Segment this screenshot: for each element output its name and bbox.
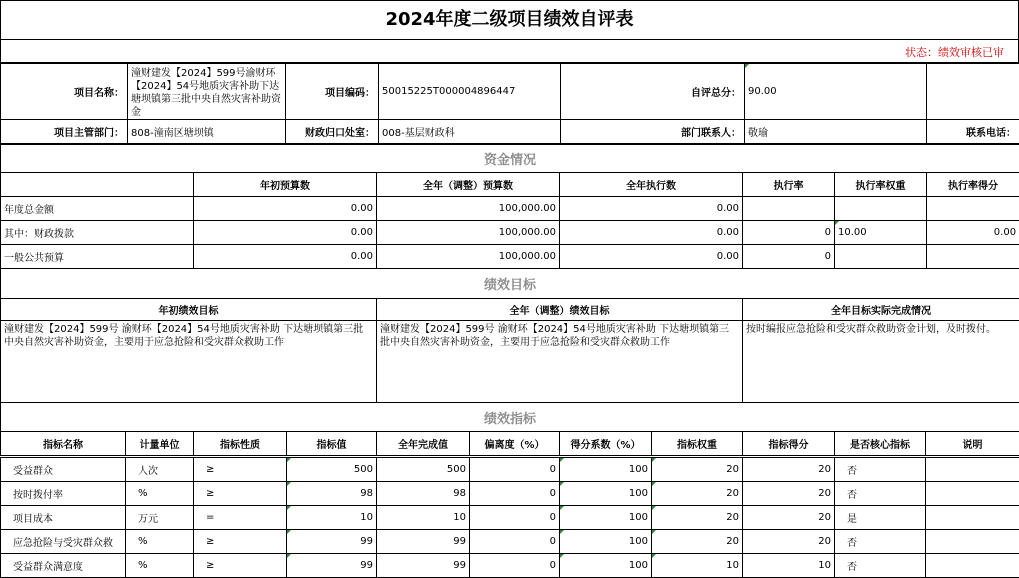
- indicator-cell: [926, 554, 1019, 578]
- indicator-cell: 项目成本: [1, 506, 126, 530]
- indicator-cell: ≥: [194, 530, 287, 554]
- funds-table: [0, 144, 1019, 269]
- indicator-cell: [926, 506, 1019, 530]
- finance-value: 008-基层财政科: [379, 120, 561, 144]
- score-label: 自评总分：: [561, 64, 745, 120]
- indicator-cell: 99: [287, 554, 377, 578]
- funds-cell: [927, 197, 1019, 221]
- indicator-cell: 98: [287, 482, 377, 506]
- indicator-cell: 0: [470, 530, 560, 554]
- funds-header: 执行率: [743, 173, 835, 197]
- funds-header-blank: [1, 173, 194, 197]
- indicator-cell: 否: [835, 530, 926, 554]
- goals-actual: 按时编报应急抢险和受灾群众救助资金计划，及时拨付。: [743, 321, 1019, 403]
- table-row: [1, 530, 1019, 554]
- indicator-cell: 应急抢险与受灾群众救: [1, 530, 126, 554]
- indicator-cell: 0: [470, 482, 560, 506]
- status-row: [0, 40, 1019, 63]
- goals-header: 年初绩效目标: [1, 299, 377, 321]
- indicators-header: 全年完成值: [377, 432, 470, 456]
- project-info-table: [0, 63, 1019, 144]
- funds-cell: [835, 245, 927, 269]
- project-name-value: 潼财建发【2024】599号渝财环【2024】54号地质灾害补助下达塘坝镇第三批中央自然灾害补助资金: [128, 64, 286, 120]
- funds-cell: [927, 245, 1019, 269]
- indicator-cell: [926, 482, 1019, 506]
- funds-cell: [743, 197, 835, 221]
- indicators-header: 指标权重: [652, 432, 743, 456]
- goals-header: 全年（调整）绩效目标: [377, 299, 743, 321]
- funds-header: 年初预算数: [194, 173, 377, 197]
- funds-cell: [835, 197, 927, 221]
- goals-header: 全年目标实际完成情况: [743, 299, 1019, 321]
- indicator-cell: 500: [377, 458, 470, 482]
- indicator-cell: 20: [652, 506, 743, 530]
- indicators-header: 指标得分: [743, 432, 835, 456]
- indicator-cell: 0: [470, 458, 560, 482]
- funds-cell: 0.00: [194, 221, 377, 245]
- table-row: [1, 506, 1019, 530]
- indicators-header: 得分系数（%）: [560, 432, 652, 456]
- table-row: [1, 482, 1019, 506]
- dept-label: 项目主管部门：: [1, 120, 128, 144]
- funds-cell: 0: [743, 245, 835, 269]
- indicators-header: 计量单位: [126, 432, 194, 456]
- indicator-cell: [926, 530, 1019, 554]
- funds-cell: 0: [743, 221, 835, 245]
- contact-value: 敬瑜: [745, 120, 927, 144]
- indicator-cell: 20: [743, 458, 835, 482]
- indicator-cell: 99: [287, 530, 377, 554]
- indicator-cell: 受益群众: [1, 458, 126, 482]
- indicator-cell: %: [126, 482, 194, 506]
- phone-label: 联系电话：: [927, 120, 1019, 144]
- indicator-cell: =: [194, 506, 287, 530]
- indicator-cell: 99: [377, 554, 470, 578]
- contact-label: 部门联系人：: [561, 120, 745, 144]
- indicator-cell: 20: [743, 530, 835, 554]
- funds-cell: 0.00: [927, 221, 1019, 245]
- indicator-cell: 100: [560, 482, 652, 506]
- indicator-cell: 99: [377, 530, 470, 554]
- indicator-cell: 500: [287, 458, 377, 482]
- goals-adjusted: 潼财建发【2024】599号 渝财环【2024】54号地质灾害补助 下达塘坝镇第三批中央自然灾害补助资金，主要用于应急抢险和受灾群众救助工作: [377, 321, 743, 403]
- indicator-cell: ≥: [194, 458, 287, 482]
- funds-cell: 100,000.00: [377, 245, 560, 269]
- score-value: 90.00: [745, 64, 927, 120]
- indicator-cell: 人次: [126, 458, 194, 482]
- funds-cell: 0.00: [560, 245, 743, 269]
- indicators-header: 说明: [926, 432, 1019, 456]
- funds-row-label: 年度总金额: [1, 197, 194, 221]
- indicator-cell: 10: [377, 506, 470, 530]
- funds-cell: 0.00: [560, 197, 743, 221]
- status-text: 状态：绩效审核已审: [905, 44, 1004, 60]
- indicator-cell: 100: [560, 458, 652, 482]
- finance-label: 财政归口处室：: [286, 120, 379, 144]
- indicator-cell: 0: [470, 554, 560, 578]
- indicator-cell: ≥: [194, 554, 287, 578]
- funds-row-label: 其中：财政拨款: [1, 221, 194, 245]
- funds-header: 执行率权重: [835, 173, 927, 197]
- table-row: [1, 554, 1019, 578]
- funds-cell: 0.00: [560, 221, 743, 245]
- indicator-cell: 受益群众满意度: [1, 554, 126, 578]
- goals-section-title: 绩效目标: [1, 269, 1019, 299]
- page-title: 2024年度二级项目绩效自评表: [0, 0, 1019, 40]
- indicator-cell: 20: [652, 458, 743, 482]
- indicator-cell: %: [126, 530, 194, 554]
- funds-header: 执行率得分: [927, 173, 1019, 197]
- funds-row-label: 一般公共预算: [1, 245, 194, 269]
- indicator-cell: 98: [377, 482, 470, 506]
- indicators-body: [0, 457, 1019, 578]
- indicators-header: 指标性质: [194, 432, 287, 456]
- indicator-cell: 20: [652, 482, 743, 506]
- funds-header: 全年（调整）预算数: [377, 173, 560, 197]
- indicator-cell: 10: [743, 554, 835, 578]
- indicator-cell: ≥: [194, 482, 287, 506]
- indicators-section-title: 绩效指标: [1, 403, 1019, 432]
- score-blank: [927, 64, 1019, 120]
- indicator-cell: 否: [835, 458, 926, 482]
- indicator-cell: 按时拨付率: [1, 482, 126, 506]
- funds-cell: 10.00: [835, 221, 927, 245]
- indicator-cell: %: [126, 554, 194, 578]
- table-row: [1, 458, 1019, 482]
- indicator-cell: 100: [560, 554, 652, 578]
- indicator-cell: 20: [743, 506, 835, 530]
- indicator-cell: 0: [470, 506, 560, 530]
- funds-cell: 0.00: [194, 245, 377, 269]
- dept-value: 808-潼南区塘坝镇: [128, 120, 286, 144]
- funds-cell: 0.00: [194, 197, 377, 221]
- indicator-cell: 100: [560, 506, 652, 530]
- indicators-header: 偏离度（%）: [470, 432, 560, 456]
- indicator-cell: 10: [287, 506, 377, 530]
- indicator-cell: 否: [835, 482, 926, 506]
- indicators-header: 是否核心指标: [835, 432, 926, 456]
- indicator-cell: 100: [560, 530, 652, 554]
- funds-section-title: 资金情况: [1, 145, 1019, 173]
- indicators-table: [0, 402, 1019, 456]
- indicator-cell: 20: [743, 482, 835, 506]
- project-code-label: 项目编码：: [286, 64, 379, 120]
- goals-initial: 潼财建发【2024】599号 渝财环【2024】54号地质灾害补助 下达塘坝镇第三批中央自然灾害补助资金，主要用于应急抢险和受灾群众救助工作: [1, 321, 377, 403]
- indicators-header: 指标值: [287, 432, 377, 456]
- funds-cell: 100,000.00: [377, 197, 560, 221]
- indicator-cell: [926, 458, 1019, 482]
- indicator-cell: 10: [652, 554, 743, 578]
- indicator-cell: 20: [652, 530, 743, 554]
- goals-table: [0, 268, 1019, 403]
- indicator-cell: 是: [835, 506, 926, 530]
- indicator-cell: 否: [835, 554, 926, 578]
- project-name-label: 项目名称：: [1, 64, 128, 120]
- funds-cell: 100,000.00: [377, 221, 560, 245]
- project-code-value: 50015225T000004896447: [379, 64, 561, 120]
- indicator-cell: 万元: [126, 506, 194, 530]
- funds-header: 全年执行数: [560, 173, 743, 197]
- indicators-header: 指标名称: [1, 432, 126, 456]
